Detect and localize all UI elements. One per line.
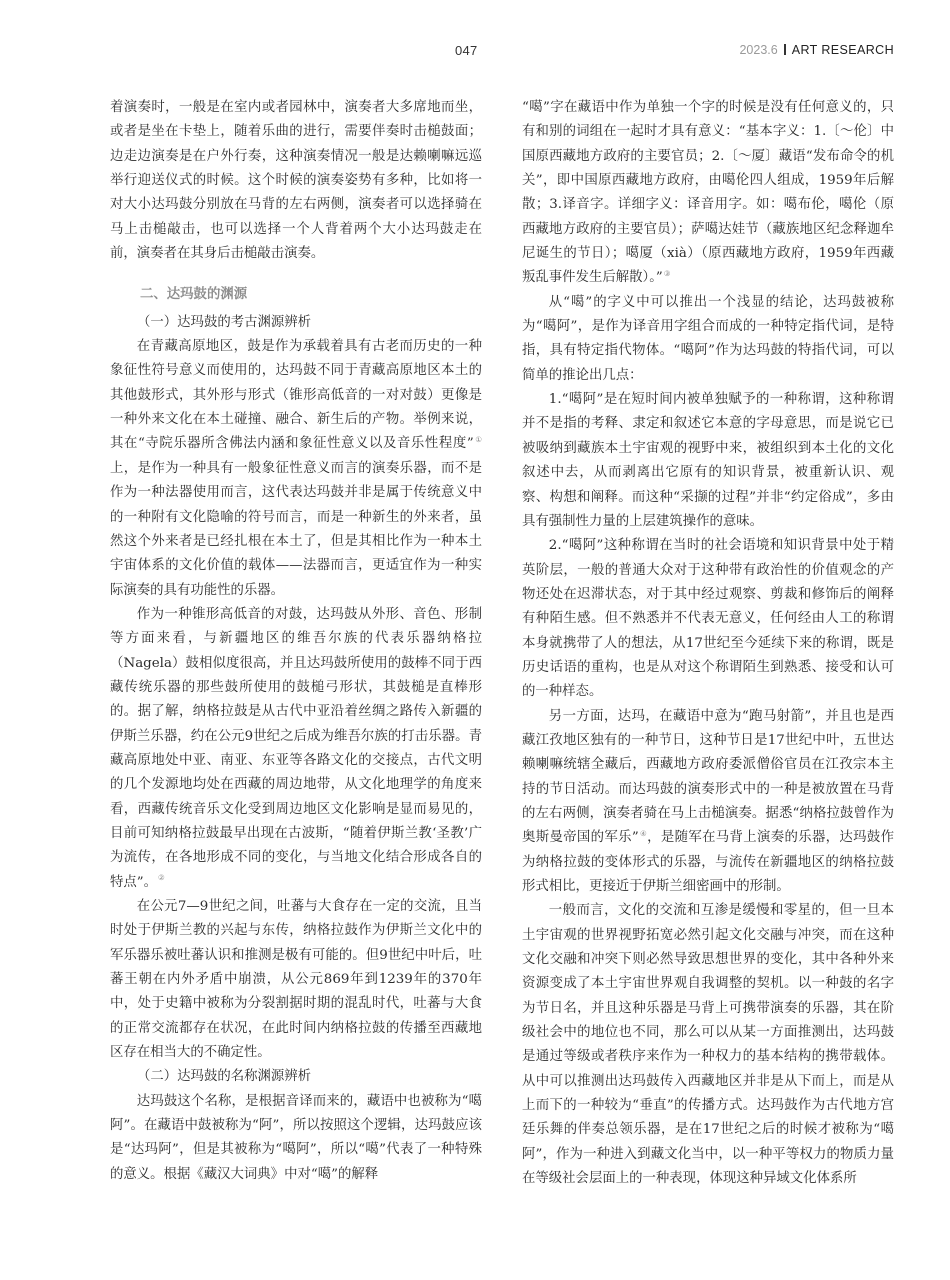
page-number: 047	[455, 43, 478, 58]
paragraph: 一般而言，文化的交流和互渗是缓慢和零星的，但一旦本土宇宙观的世界视野拓宽必然引起文化交融与冲突，而在这种文化交融和冲突下则必然导致思想世界的变化，其中各种外来资源变成了本土宇宙世界观自我调整的契机。以一种鼓的名字为节日名，并且这种乐器是马背上可携带演奏的乐器，其在阶级社会中的地位也不同，那么可以从某一方面推测出，达玛鼓是通过等级或者秩序来作为一种权力的基本结构的携带载体。从中可以推测出达玛鼓传入西藏地区并非是从下而上，而是从上而下的一种较为“垂直”的传播方式。达玛鼓作为古代地方宫廷乐舞的伴奏总领乐器，是在17世纪之后的时候才被称为“噶阿”，作为一种进入到藏文化当中，以一种平等权力的物质力量在等级社会层面上的一种表现，体现这种异域文化体系所	[522, 903, 894, 1187]
footnote-marker: ④	[639, 828, 648, 838]
paragraph	[110, 335, 482, 603]
paragraph	[110, 603, 482, 895]
subsection-heading: （二）达玛鼓的名称渊源辨析	[137, 1069, 312, 1085]
divider-bar	[784, 44, 786, 55]
paragraph	[522, 96, 894, 291]
paragraph-text: 在青藏高原地区，鼓是作为承载着具有古老而历史的一种象征性符号意义而使用的，达玛鼓不同于青藏高原地区本土的其他鼓形式，其外形与形式（锥形高低音的一对对鼓）更像是一种外来文化在本土碰撞、融合、新生后的产物。举例来说，其在“寺院乐器所含佛法内涵和象征性意义以及音乐性程度”	[110, 339, 482, 452]
footnote-marker: ②	[158, 873, 165, 883]
paragraph: 从“噶”的字义中可以推出一个浅显的结论，达玛鼓被称为“噶阿”，是作为译音用字组合而成的一种特定指代词，是特指，具有特定指代物体。“噶阿”作为达玛鼓的特指代词，可以简单的推论出几点：	[522, 294, 894, 383]
journal-title: ART RESEARCH	[791, 43, 894, 57]
left-column	[110, 96, 482, 1187]
paragraph-text: “噶”字在藏语中作为单独一个字的时候是没有任何意义的，只有和别的词组在一起时才具有意义：“基本字义：1.〔～伦〕中国原西藏地方政府的主要官员；2.〔～厦〕藏语“发布命令的机关”，即中国原西藏地方政府，由噶伦四人组成，1959年后解散；3.译音字。详细字义：译音用字。如：噶布伦，噶伦（原西藏地方政府的主要官员）；萨噶达娃节（藏族地区纪念释迦牟尼诞生的节日）；噶厦（xià）（原西藏地方政府，1959年西藏叛乱事件发生后解散）。”	[522, 100, 894, 286]
paragraph: 达玛鼓这个名称，是根据音译而来的，藏语中也被称为“噶阿”。在藏语中鼓被称为“阿”，所以按照这个逻辑，达玛鼓应该是“达玛阿”，但是其被称为“噶阿”，所以“噶”代表了一种特殊的意义。根据《藏汉大词典》中对“噶”的解释	[110, 1093, 482, 1182]
running-head	[739, 43, 894, 57]
subsection-heading: （一）达玛鼓的考古渊源辨析	[137, 314, 312, 330]
section-heading: 二、达玛鼓的渊源	[140, 286, 248, 303]
right-column	[522, 96, 894, 1191]
paragraph: 2.“噶阿”这种称谓在当时的社会语境和知识背景中处于精英阶层，一般的普通大众对于这种带有政治性的价值观念的产物还处在迟滞状态，对于其中经过观察、剪裁和修饰后的阐释有种陌生感。但不熟悉并不代表无意义，任何经由人工的称谓本身就携带了人的想法，从17世纪至今延续下来的称谓，既是历史话语的重构，也是从对这个称谓陌生到熟悉、接受和认可的一种样态。	[522, 538, 894, 700]
paragraph-text: ，是随军在马背上演奏的乐器，达玛鼓作为纳格拉鼓的变体形式的乐器，与流传在新疆地区的纳格拉鼓形式相比，更接近于伊斯兰细密画中的形制。	[522, 830, 894, 894]
paragraph: 着演奏时，一般是在室内或者园林中，演奏者大多席地而坐，或者是坐在卡垫上，随着乐曲的进行，需要伴奏时击槌鼓面；边走边演奏是在户外行奏，这种演奏情况一般是达赖喇嘛远巡举行迎送仪式的时候。这个时候的演奏姿势有多种，比如将一对大小达玛鼓分别放在马背的左右两侧，演奏者可以选择骑在马上击槌敲击，也可以选择一个人背着两个大小达玛鼓走在前，演奏者在其身后击槌敲击演奏。	[110, 100, 482, 262]
paragraph-text: 作为一种锥形高低音的对鼓，达玛鼓从外形、音色、形制等方面来看，与新疆地区的维吾尔族的代表乐器纳格拉（Nagela）鼓相似度很高，并且达玛鼓所使用的鼓棒不同于西藏传统乐器的那些鼓所使用的鼓槌弓形状，其鼓槌是直棒形的。据了解，纳格拉鼓是从古代中亚沿着丝绸之路传入新疆的伊斯兰乐器，约在公元9世纪之后成为维吾尔族的打击乐器。青藏高原地处中亚、南亚、东亚等各路文化的交接点，古代文明的几个发源地均处在西藏的周边地带，从文化地理学的角度来看，西藏传统音乐文化受到周边地区文化影响是显而易见的，目前可知纳格拉鼓最早出现在古波斯，“随着伊斯兰教‘圣教’广为流传，在各地形成不同的变化，与当地文化结合形成各自的特点”。	[110, 606, 482, 890]
footnote-marker: ③	[663, 268, 671, 278]
issue-date: 2023.6	[739, 43, 778, 57]
paragraph: 1.“噶阿”是在短时间内被单独赋予的一种称谓，这种称谓并不是指的考释、隶定和叙述它本意的字母意思，而是说它已被吸纳到藏族本土宇宙观的视野中来，被组织到本土化的文化叙述中去，从而剥离出它原有的知识背景，被重新认识、观察、构想和阐释。而这种“采撷的过程”并非“约定俗成”，多由具有强制性力量的上层建筑操作的意味。	[522, 392, 894, 529]
paragraph	[522, 705, 894, 900]
paragraph: 在公元7—9世纪之间，吐蕃与大食存在一定的交流，且当时处于伊斯兰教的兴起与东传，纳格拉鼓作为伊斯兰文化中的军乐器乐被吐蕃认识和推测是极有可能的。但9世纪中叶后，吐蕃王朝在内外矛盾中崩溃，从公元869年到1239年的370年中，处于史籍中被称为分裂割据时期的混乱时代，吐蕃与大食的正常交流都存在状况，在此时间内纳格拉鼓的传播至西藏地区存在相当大的不确定性。	[110, 899, 482, 1061]
paragraph-text: 另一方面，达玛，在藏语中意为“跑马射箭”，并且也是西藏江孜地区独有的一种节日，这种节日是17世纪中叶，五世达赖喇嘛统辖全藏后，西藏地方政府委派僧俗官员在江孜宗本主持的节日活动。而达玛鼓的演奏形式中的一种是被放置在马背的左右两侧，演奏者骑在马上击槌演奏。据悉“纳格拉鼓曾作为奥斯曼帝国的军乐”	[522, 708, 894, 846]
paragraph-text: 上，是作为一种具有一般象征性意义而言的演奏乐器，而不是作为一种法器使用而言，这代表达玛鼓并非是属于传统意义中的一种附有文化隐喻的符号而言，而是一种新生的外来者，虽然这个外来者是已经扎根在本土了，但是其相比作为一种本土宇宙体系的文化价值的载体——法器而言，更适宜作为一种实际演奏的具有功能性的乐器。	[110, 460, 482, 598]
footnote-marker: ①	[474, 435, 482, 444]
